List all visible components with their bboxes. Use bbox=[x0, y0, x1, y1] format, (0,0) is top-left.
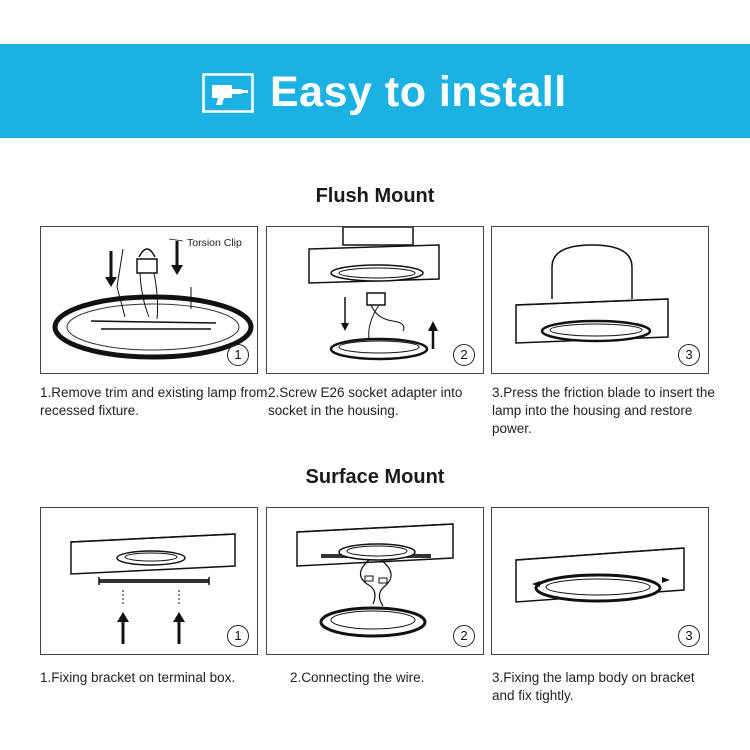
flush-mount-title: Flush Mount bbox=[315, 185, 435, 207]
flush-step-1-panel bbox=[40, 226, 258, 374]
surface-step-2-caption: 2.Connecting the wire. bbox=[290, 670, 425, 685]
step-number: 2 bbox=[453, 344, 475, 366]
flush-step-1-caption: 1.Remove trim and existing lamp from recessed fixture. bbox=[40, 385, 268, 418]
torsion-clip-label: Torsion Clip bbox=[187, 237, 242, 249]
surface-step-2-panel bbox=[266, 507, 484, 655]
step-number: 1 bbox=[227, 344, 249, 366]
surface-mount-title: Surface Mount bbox=[305, 466, 445, 488]
step-number: 1 bbox=[227, 625, 249, 647]
step-number: 3 bbox=[678, 344, 700, 366]
flush-step-3-panel bbox=[491, 226, 709, 374]
flush-step-2-caption: 2.Screw E26 socket adapter into socket in the housing. bbox=[268, 385, 463, 418]
surface-step-1-panel bbox=[40, 507, 258, 655]
flush-step-3-caption: 3.Press the friction blade to insert the lamp into the housing and restore power. bbox=[492, 385, 715, 436]
drill-icon bbox=[202, 73, 254, 113]
step-number: 2 bbox=[453, 625, 475, 647]
surface-step-3-panel bbox=[491, 507, 709, 655]
surface-step-1-caption: 1.Fixing bracket on terminal box. bbox=[40, 670, 236, 685]
step-number: 3 bbox=[678, 625, 700, 647]
banner-title: Easy to install bbox=[270, 68, 567, 116]
flush-step-2-panel bbox=[266, 226, 484, 374]
surface-step-3-caption: 3.Fixing the lamp body on bracket and fix tightly. bbox=[492, 670, 695, 703]
